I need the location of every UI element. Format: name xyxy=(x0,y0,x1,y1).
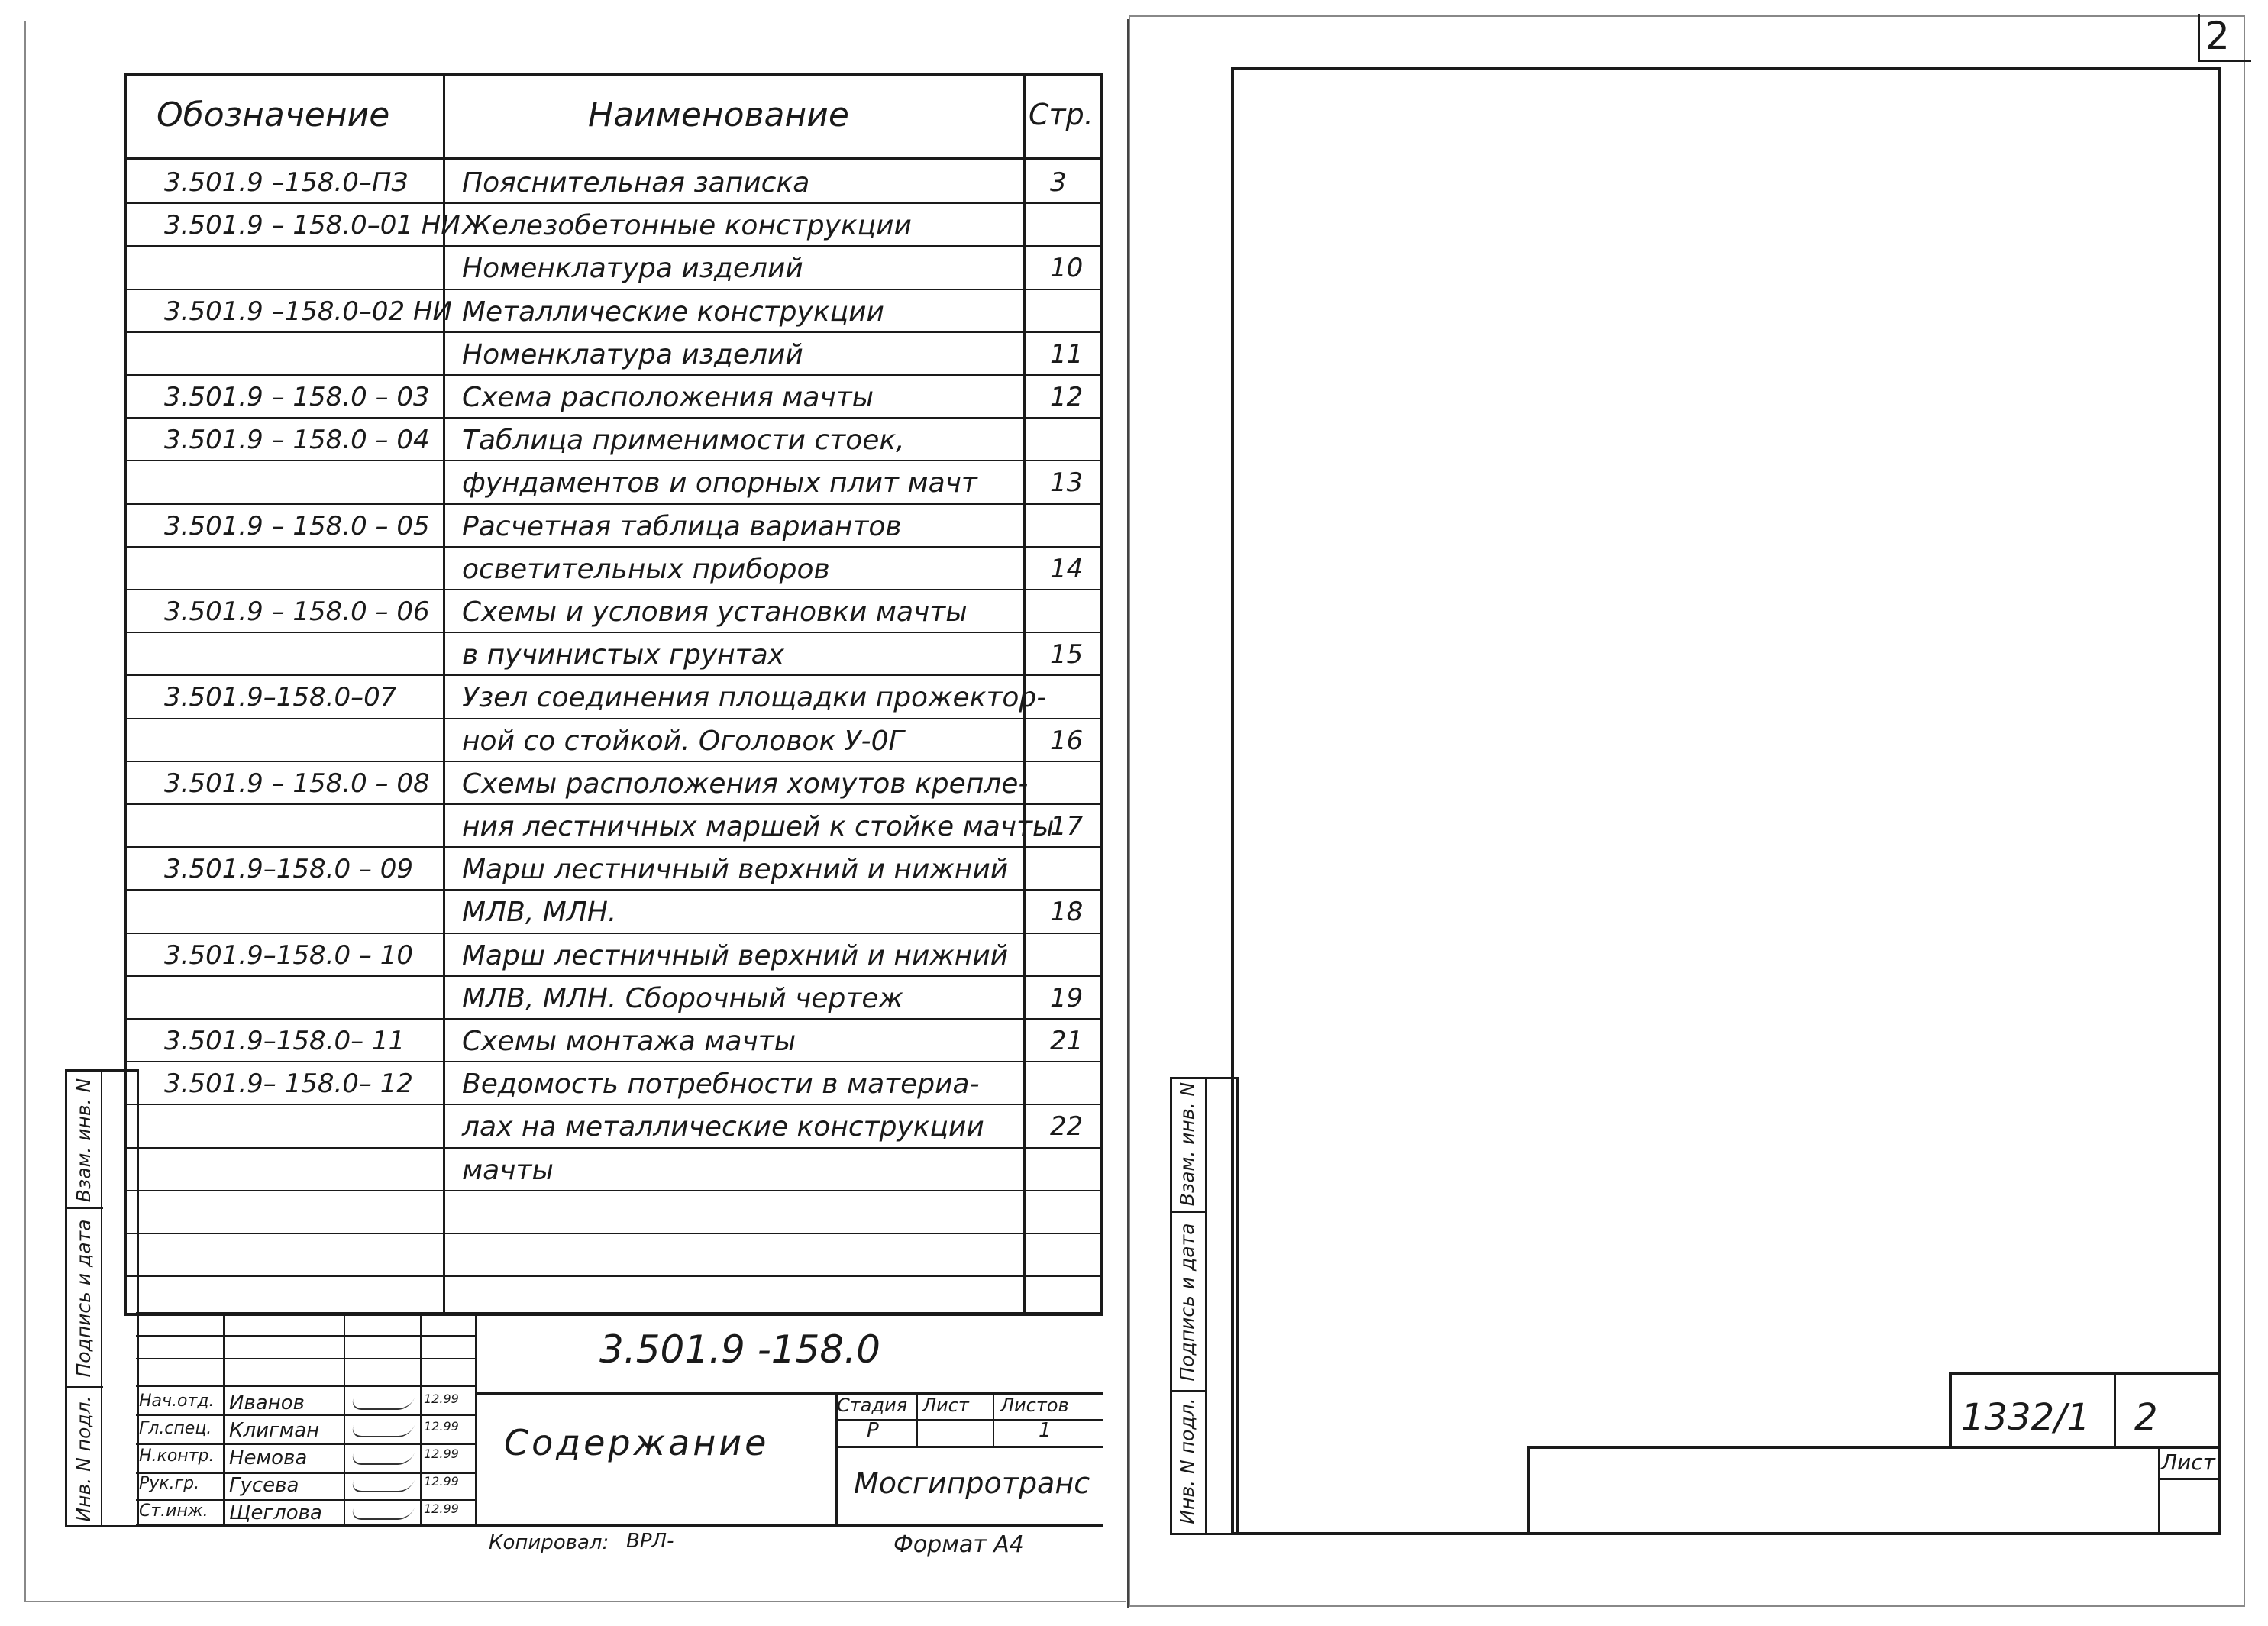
stamp-number: 1332/1 xyxy=(1961,1396,2090,1439)
row-designation: 3.501.9 – 158.0 – 08 xyxy=(164,768,430,799)
stage-value: Р xyxy=(867,1419,879,1442)
row-page: 13 xyxy=(1050,467,1084,499)
row-divider xyxy=(124,245,1103,247)
row-name: мачты xyxy=(462,1154,554,1186)
row-name: Номенклатура изделий xyxy=(462,253,803,285)
right-strip-divider xyxy=(1205,1077,1207,1535)
row-divider xyxy=(124,589,1103,590)
signature-scribble xyxy=(349,1480,415,1492)
row-page: 22 xyxy=(1050,1111,1084,1143)
signature-scribble xyxy=(349,1508,415,1520)
row-name: в пучинистых грунтах xyxy=(462,639,784,671)
row-divider xyxy=(124,202,1103,204)
titleblock-role: Рук.гр. xyxy=(139,1474,200,1493)
titleblock-date: 12.99 xyxy=(424,1392,459,1406)
row-divider xyxy=(124,1190,1103,1191)
row-name: Ведомость потребности в материа- xyxy=(462,1068,980,1101)
stamp-sheet: 2 xyxy=(2134,1396,2158,1439)
row-divider xyxy=(124,803,1103,805)
right-side-label-vzam: Взам. инв. N xyxy=(1176,1081,1198,1207)
row-name: осветительных приборов xyxy=(462,553,830,585)
organization: Мосгипротранс xyxy=(854,1466,1090,1500)
row-name: Схемы расположения хомутов крепле- xyxy=(462,768,1029,800)
right-side-label-podpis: Подпись и дата xyxy=(1176,1223,1198,1382)
titleblock-name: Гусева xyxy=(229,1474,299,1497)
row-page: 12 xyxy=(1050,382,1084,412)
row-name: Расчетная таблица вариантов xyxy=(462,510,902,542)
stamp-top xyxy=(1949,1372,2221,1375)
stamp-lower-top xyxy=(1527,1446,2221,1449)
row-designation: 3.501.9 –158.0–ПЗ xyxy=(164,167,409,198)
format-label: Формат А4 xyxy=(893,1531,1024,1558)
row-page: 3 xyxy=(1050,167,1067,198)
stamp-mid-v xyxy=(2114,1372,2116,1448)
left-side-label-podpis: Подпись и дата xyxy=(73,1219,95,1378)
row-divider xyxy=(124,933,1103,934)
row-name: МЛВ, МЛН. Сборочный чертеж xyxy=(462,982,903,1014)
row-divider xyxy=(124,1018,1103,1020)
titleblock-role: Нач.отд. xyxy=(139,1392,215,1411)
row-name: фундаментов и опорных плит мачт xyxy=(462,467,977,499)
titleblock-row-line xyxy=(136,1358,477,1359)
titleblock-name: Щеглова xyxy=(229,1502,322,1524)
stamp-sheet-label: Лист xyxy=(2161,1450,2215,1475)
row-name: Схемы монтажа мачты xyxy=(462,1026,796,1057)
stage-header: Стадия xyxy=(837,1395,908,1416)
row-page: 19 xyxy=(1050,982,1084,1013)
signature-scribble xyxy=(349,1453,415,1465)
row-divider xyxy=(124,331,1103,333)
row-name: Марш лестничный верхний и нижний xyxy=(462,854,1009,886)
row-designation: 3.501.9–158.0–07 xyxy=(164,682,397,713)
left-strip-divider xyxy=(101,1069,102,1527)
row-page: 21 xyxy=(1050,1026,1084,1056)
row-designation: 3.501.9 – 158.0 – 05 xyxy=(164,510,430,541)
header-divider xyxy=(124,157,1103,160)
row-name: Номенклатура изделий xyxy=(462,338,803,370)
row-name: Железобетонные конструкции xyxy=(462,210,912,242)
stamp-sheet-h xyxy=(2158,1478,2221,1480)
titleblock-v2 xyxy=(344,1312,345,1527)
titleblock-code: 3.501.9 -158.0 xyxy=(599,1327,880,1372)
copied-label: Копировал: xyxy=(489,1531,609,1554)
stamp-left xyxy=(1949,1372,1952,1448)
titleblock-org-line xyxy=(835,1446,1103,1448)
row-divider xyxy=(124,460,1103,461)
titleblock-v1 xyxy=(223,1312,225,1527)
row-name: Металлические конструкции xyxy=(462,296,884,328)
row-designation: 3.501.9 – 158.0 – 03 xyxy=(164,382,430,412)
row-divider xyxy=(124,546,1103,548)
row-page: 16 xyxy=(1050,725,1084,756)
row-page: 15 xyxy=(1050,639,1084,671)
row-divider xyxy=(124,1061,1103,1062)
row-page: 11 xyxy=(1050,338,1084,370)
row-divider xyxy=(124,889,1103,891)
titleblock-row-line xyxy=(136,1414,477,1416)
sheets-header: Листов xyxy=(1000,1395,1069,1416)
row-designation: 3.501.9 – 158.0 – 04 xyxy=(164,425,430,456)
titleblock-v4 xyxy=(475,1312,477,1527)
titleblock-role: Ст.инж. xyxy=(139,1502,208,1521)
signature-scribble xyxy=(349,1425,415,1437)
titleblock-v3 xyxy=(420,1312,422,1527)
corner-tick xyxy=(2198,14,2200,60)
header-designation: Обозначение xyxy=(157,95,390,134)
titleblock-stage-v3 xyxy=(993,1392,994,1446)
row-name: МЛВ, МЛН. xyxy=(462,897,617,929)
row-divider xyxy=(124,374,1103,376)
row-divider xyxy=(124,718,1103,719)
titleblock-bottom xyxy=(136,1524,1103,1527)
left-side-label-inv: Инв. N подл. xyxy=(73,1395,95,1522)
stamp-sheet-v xyxy=(2158,1446,2160,1535)
row-name: ной со стойкой. Оголовок У-0Г xyxy=(462,725,904,757)
row-designation: 3.501.9–158.0– 11 xyxy=(164,1026,405,1056)
row-name: ния лестничных маршей к стойке мачты xyxy=(462,811,1055,842)
corner-tick-bottom xyxy=(2198,60,2251,62)
row-divider xyxy=(124,289,1103,290)
left-side-label-vzam: Взам. инв. N xyxy=(73,1078,95,1203)
row-divider xyxy=(124,674,1103,676)
row-name: Схема расположения мачты xyxy=(462,382,874,413)
row-divider xyxy=(124,1233,1103,1234)
row-name: Таблица применимости стоек, xyxy=(462,425,905,457)
titleblock-date: 12.99 xyxy=(424,1447,459,1461)
row-designation: 3.501.9–158.0 – 09 xyxy=(164,854,413,885)
titleblock-top xyxy=(136,1312,1103,1315)
row-divider xyxy=(124,417,1103,419)
row-name: Узел соединения площадки прожектор- xyxy=(462,682,1047,714)
copied-signature: ВРЛ- xyxy=(626,1530,674,1553)
sheet-header: Лист xyxy=(922,1395,969,1416)
row-designation: 3.501.9 – 158.0–01 НИ xyxy=(164,210,460,241)
titleblock-role: Гл.спец. xyxy=(139,1419,212,1438)
row-divider xyxy=(124,1104,1103,1105)
titleblock-row-line xyxy=(136,1385,477,1387)
row-name: Схемы и условия установки мачты xyxy=(462,596,968,628)
col-divider-designation xyxy=(443,73,445,1314)
titleblock-role: Н.контр. xyxy=(139,1447,215,1466)
row-divider xyxy=(124,846,1103,848)
row-page: 14 xyxy=(1050,553,1084,584)
signature-scribble xyxy=(349,1398,415,1410)
row-page: 10 xyxy=(1050,253,1084,284)
right-drawing-frame xyxy=(1231,67,2221,1535)
row-page: 18 xyxy=(1050,897,1084,928)
titleblock-title: Содержание xyxy=(504,1422,770,1463)
row-divider xyxy=(124,975,1103,977)
right-side-label-inv: Инв. N подл. xyxy=(1176,1398,1198,1524)
titleblock-stage-v2 xyxy=(916,1392,918,1446)
stamp-lower-left xyxy=(1527,1446,1530,1535)
row-designation: 3.501.9–158.0 – 10 xyxy=(164,939,413,971)
titleblock-date: 12.99 xyxy=(424,1419,459,1434)
titleblock-name: Немова xyxy=(229,1447,308,1469)
titleblock-row-line xyxy=(136,1443,477,1445)
row-divider xyxy=(124,1147,1103,1149)
titleblock-row-line xyxy=(136,1499,477,1501)
header-page: Стр. xyxy=(1029,98,1094,131)
row-divider xyxy=(124,1275,1103,1277)
row-divider xyxy=(124,761,1103,762)
row-divider xyxy=(124,632,1103,633)
row-name: Марш лестничный верхний и нижний xyxy=(462,939,1009,971)
row-name: лах на металлические конструкции xyxy=(462,1111,984,1143)
row-divider xyxy=(124,503,1103,505)
titleblock-name: Клигман xyxy=(229,1419,320,1442)
titleblock-date: 12.99 xyxy=(424,1474,459,1489)
row-name: Пояснительная записка xyxy=(462,167,810,199)
titleblock-name: Иванов xyxy=(229,1392,305,1414)
titleblock-date: 12.99 xyxy=(424,1502,459,1516)
row-designation: 3.501.9 – 158.0 – 06 xyxy=(164,596,430,627)
row-page: 17 xyxy=(1050,811,1084,842)
titleblock-row-line xyxy=(136,1335,477,1337)
row-designation: 3.501.9 –158.0–02 НИ xyxy=(164,296,452,327)
sheets-value: 1 xyxy=(1039,1419,1052,1442)
row-designation: 3.501.9– 158.0– 12 xyxy=(164,1068,413,1100)
page-gutter xyxy=(1127,19,1129,1608)
header-name: Наименование xyxy=(588,95,849,134)
sheet-corner-number: 2 xyxy=(2205,14,2230,58)
